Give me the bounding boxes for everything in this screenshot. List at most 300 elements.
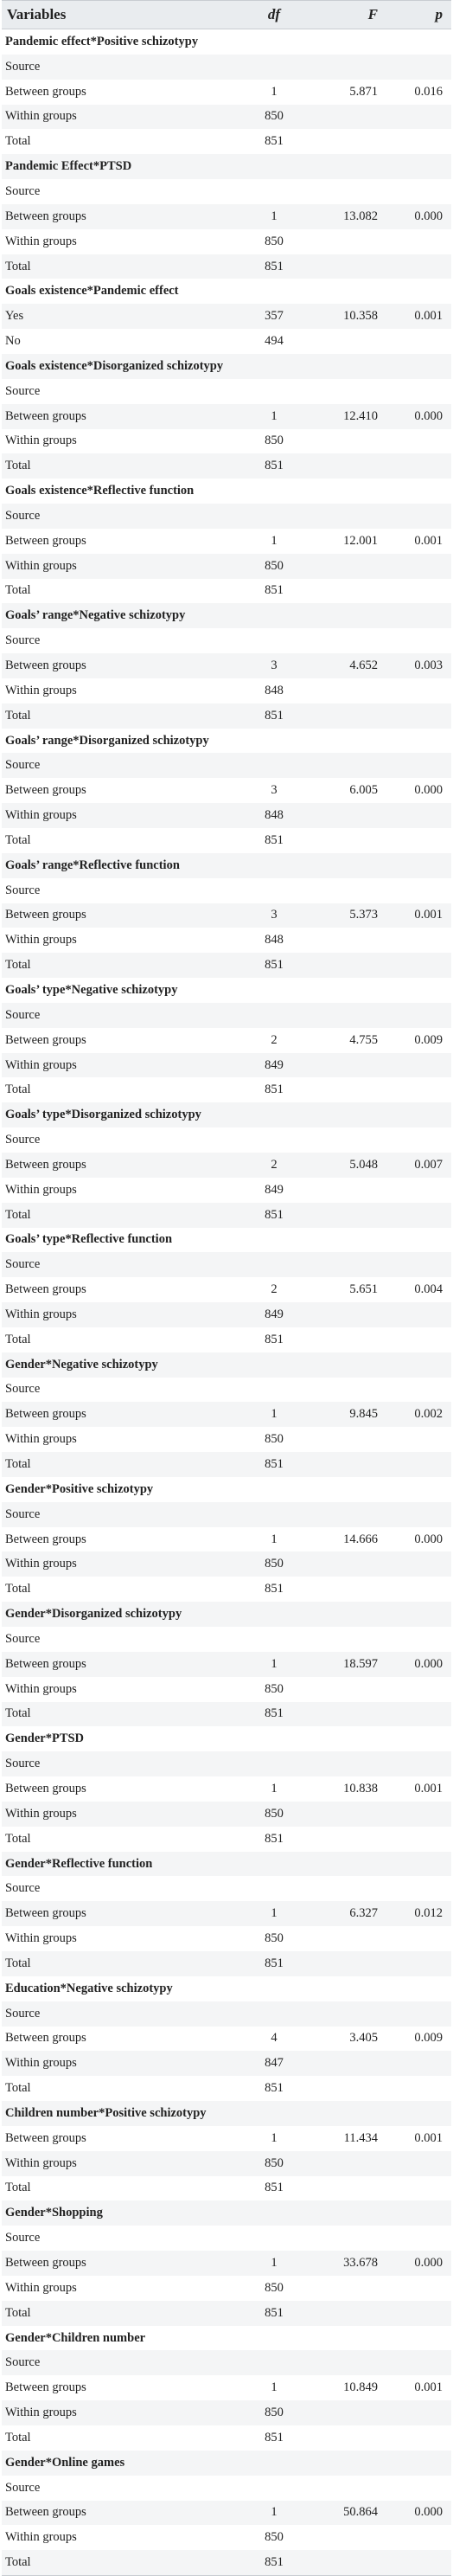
df-cell: 851 [265,1706,284,1721]
p-cell: 0.001 [414,309,443,324]
df-cell: 850 [265,2530,284,2545]
f-cell: 5.871 [349,84,378,99]
row-label: Between groups [5,533,86,548]
df-cell: 850 [265,1432,284,1447]
table-row [2,1077,451,1102]
df-cell: 1 [271,2505,278,2520]
table-row [2,2350,451,2375]
table-row [2,2076,451,2101]
row-label: Within groups [5,1432,77,1447]
f-cell: 4.755 [349,1032,378,1047]
df-cell: 2 [271,1157,278,1172]
group-heading-row [2,479,451,504]
table-row [2,778,451,803]
table-row [2,1378,451,1403]
row-label: Within groups [5,109,77,124]
p-cell: 0.000 [414,1532,443,1546]
table-row [2,803,451,828]
f-cell: 9.845 [349,1407,378,1422]
table-row [2,129,451,154]
row-label: Source [5,383,41,398]
table-row [2,429,451,454]
f-cell: 6.327 [349,1906,378,1921]
group-heading-row [2,2451,451,2476]
table-row [2,2301,451,2326]
table-header [2,0,451,29]
row-label: Total [5,2305,31,2320]
group-title: Gender*Positive schizotypy [5,1481,154,1496]
table-row [2,2176,451,2201]
group-title: Gender*Negative schizotypy [5,1357,158,1372]
df-cell: 1 [271,1532,278,1546]
df-cell: 850 [265,2406,284,2420]
table-row [2,678,451,703]
p-cell: 0.001 [414,2380,443,2395]
p-cell: 0.000 [414,209,443,223]
row-label: Total [5,832,31,847]
table-row [2,55,451,80]
df-cell: 851 [265,958,284,973]
row-label: Within groups [5,1182,77,1197]
p-cell: 0.000 [414,2256,443,2271]
row-label: Source [5,1506,41,1521]
row-label: Between groups [5,209,86,223]
row-label: Total [5,1582,31,1596]
df-cell: 851 [265,2081,284,2096]
df-cell: 848 [265,808,284,823]
table-row [2,1551,451,1577]
df-cell: 2 [271,1282,278,1297]
group-title: Goals’ range*Reflective function [5,858,180,872]
table-row [2,628,451,653]
df-cell: 1 [271,1656,278,1671]
row-label: Between groups [5,2130,86,2145]
table-row [2,828,451,853]
f-cell: 3.405 [349,2031,378,2046]
p-cell: 0.009 [414,2031,443,2046]
row-label: Total [5,134,31,149]
group-heading-row [2,2326,451,2351]
group-heading-row [2,978,451,1003]
table-row [2,1302,451,1327]
table-row [2,653,451,678]
row-label: Total [5,1956,31,1970]
row-label: No [5,334,21,349]
group-heading-row [2,1102,451,1127]
f-cell: 4.652 [349,658,378,673]
df-cell: 1 [271,84,278,99]
row-label: Total [5,708,31,723]
table-row [2,1127,451,1153]
df-cell: 851 [265,1457,284,1472]
df-cell: 849 [265,1057,284,1072]
row-label: Total [5,1831,31,1846]
table-row [2,504,451,529]
df-cell: 848 [265,683,284,697]
table-row [2,1827,451,1852]
f-cell: 6.005 [349,783,378,798]
df-cell: 3 [271,658,278,673]
row-label: Source [5,1881,41,1896]
row-label: Total [5,1207,31,1222]
p-cell: 0.000 [414,1656,443,1671]
group-title: Education*Negative schizotypy [5,1981,173,1995]
row-label: Within groups [5,683,77,697]
df-cell: 850 [265,2155,284,2170]
f-cell: 33.678 [343,2256,378,2271]
table-row [2,1876,451,1901]
p-cell: 0.001 [414,1781,443,1795]
f-cell: 12.410 [343,408,378,423]
df-cell: 1 [271,2256,278,2271]
row-label: Within groups [5,2406,77,2420]
row-label: Source [5,633,41,648]
table-row [2,1627,451,1652]
table-row [2,1252,451,1277]
table-row [2,1527,451,1552]
group-heading-row [2,1976,451,2001]
row-label: Source [5,1631,41,1646]
row-label: Total [5,2081,31,2096]
group-title: Goals’ range*Disorganized schizotypy [5,733,209,748]
df-cell: 850 [265,234,284,248]
row-label: Source [5,1133,41,1147]
df-cell: 1 [271,2380,278,2395]
table-row [2,1652,451,1677]
group-title: Goals existence*Disorganized schizotypy [5,358,224,373]
row-label: Source [5,758,41,773]
group-heading-row [2,154,451,179]
table-row [2,2501,451,2526]
df-cell: 851 [265,2181,284,2195]
df-cell: 851 [265,1082,284,1097]
df-cell: 850 [265,1681,284,1696]
table-row [2,1277,451,1302]
anova-table [2,0,451,2576]
df-cell: 1 [271,1407,278,1422]
df-cell: 851 [265,2305,284,2320]
table-row [2,1053,451,1078]
table-row [2,953,451,978]
f-cell: 10.849 [343,2380,378,2395]
table-row [2,254,451,279]
row-label: Total [5,2430,31,2444]
df-cell: 850 [265,109,284,124]
row-label: Within groups [5,1307,77,1321]
table-row [2,1452,451,1477]
table-row [2,2051,451,2076]
df-cell: 3 [271,908,278,922]
row-label: Total [5,1706,31,1721]
df-cell: 851 [265,583,284,598]
p-cell: 0.007 [414,1157,443,1172]
group-heading-row [2,603,451,628]
df-cell: 1 [271,209,278,223]
table-body [2,29,451,2575]
row-label: Between groups [5,84,86,99]
row-label: Between groups [5,908,86,922]
p-cell: 0.000 [414,2505,443,2520]
f-cell: 50.864 [343,2505,378,2520]
group-title: Gender*Online games [5,2455,125,2470]
group-heading-row [2,1352,451,1378]
table-row [2,179,451,204]
row-label: Total [5,583,31,598]
row-label: Source [5,508,41,523]
row-label: Yes [5,309,24,324]
df-cell: 494 [265,334,284,349]
table-row [2,404,451,429]
group-heading-row [2,1852,451,1877]
header-p: p [435,6,443,22]
row-label: Source [5,1382,41,1397]
p-cell: 0.004 [414,1282,443,1297]
row-label: Source [5,1757,41,1771]
group-heading-row [2,1228,451,1253]
table-row [2,2550,451,2575]
row-label: Within groups [5,1806,77,1821]
table-row [2,579,451,604]
row-label: Within groups [5,234,77,248]
df-cell: 850 [265,434,284,448]
table-row [2,105,451,130]
row-label: Between groups [5,2505,86,2520]
group-title: Children number*Positive schizotypy [5,2105,207,2120]
group-title: Pandemic effect*Positive schizotypy [5,34,199,48]
row-label: Source [5,2231,41,2245]
table-row [2,1776,451,1802]
table-row [2,753,451,778]
table-row [2,2375,451,2400]
header-f: F [367,6,378,22]
group-title: Gender*Disorganized schizotypy [5,1607,182,1622]
row-label: Between groups [5,1032,86,1047]
table-row [2,1153,451,1178]
f-cell: 11.434 [343,2130,378,2145]
table-row [2,329,451,354]
table-row [2,2151,451,2176]
df-cell: 850 [265,1806,284,1821]
df-cell: 851 [265,1831,284,1846]
df-cell: 851 [265,1332,284,1346]
df-cell: 850 [265,1557,284,1571]
p-cell: 0.012 [414,1906,443,1921]
table-row [2,529,451,554]
table-row [2,2276,451,2301]
table-row [2,1203,451,1228]
table-row [2,1028,451,1053]
group-heading-row [2,354,451,379]
table-row [2,2251,451,2276]
f-cell: 5.651 [349,1282,378,1297]
table-row [2,1802,451,1827]
row-label: Source [5,59,41,74]
row-label: Source [5,2006,41,2020]
df-cell: 1 [271,533,278,548]
row-label: Within groups [5,2155,77,2170]
row-label: Between groups [5,2380,86,2395]
table-row [2,2027,451,2052]
group-heading-row [2,29,451,55]
group-heading-row [2,2200,451,2226]
df-cell: 851 [265,1207,284,1222]
p-cell: 0.003 [414,658,443,673]
row-label: Between groups [5,1157,86,1172]
table-row [2,229,451,254]
row-label: Source [5,183,41,198]
df-cell: 851 [265,2555,284,2570]
df-cell: 848 [265,933,284,948]
p-cell: 0.001 [414,908,443,922]
row-label: Between groups [5,1656,86,1671]
group-title: Pandemic Effect*PTSD [5,159,132,174]
table-row [2,1702,451,1727]
row-label: Total [5,1332,31,1346]
p-cell: 0.002 [414,1407,443,1422]
row-label: Within groups [5,1931,77,1946]
group-title: Gender*Shopping [5,2206,103,2220]
table-row [2,928,451,953]
row-label: Total [5,2555,31,2570]
group-title: Gender*Reflective function [5,1856,153,1871]
p-cell: 0.001 [414,533,443,548]
group-heading-row [2,853,451,878]
row-label: Within groups [5,2530,77,2545]
table-row [2,1327,451,1352]
row-label: Total [5,2181,31,2195]
df-cell: 849 [265,1307,284,1321]
row-label: Between groups [5,2256,86,2271]
table-row [2,1951,451,1976]
row-label: Source [5,1257,41,1272]
df-cell: 850 [265,1931,284,1946]
group-title: Goals existence*Pandemic effect [5,284,179,299]
row-label: Within groups [5,808,77,823]
group-heading-row [2,1602,451,1627]
group-heading-row [2,1726,451,1751]
header-df: df [267,6,281,22]
row-label: Between groups [5,1407,86,1422]
df-cell: 851 [265,1582,284,1596]
row-label: Between groups [5,1781,86,1795]
table-row [2,2001,451,2027]
f-cell: 5.048 [349,1157,378,1172]
group-title: Goals existence*Reflective function [5,484,195,498]
group-heading-row [2,1477,451,1502]
f-cell: 10.358 [343,309,378,324]
row-label: Between groups [5,1906,86,1921]
table-row [2,1502,451,1527]
group-title: Gender*Children number [5,2330,146,2345]
df-cell: 1 [271,2130,278,2145]
table-row [2,379,451,404]
p-cell: 0.000 [414,408,443,423]
table-row [2,1926,451,1951]
row-label: Source [5,1007,41,1022]
p-cell: 0.009 [414,1032,443,1047]
table-row [2,1901,451,1926]
table-row [2,903,451,928]
group-heading-row [2,279,451,304]
table-row [2,204,451,229]
df-cell: 357 [265,309,284,324]
df-cell: 851 [265,259,284,273]
row-label: Within groups [5,1557,77,1571]
row-label: Between groups [5,1532,86,1546]
table-row [2,1677,451,1702]
f-cell: 5.373 [349,908,378,922]
table-row [2,304,451,329]
row-label: Within groups [5,1057,77,1072]
row-label: Source [5,2480,41,2495]
df-cell: 851 [265,2430,284,2444]
row-label: Within groups [5,558,77,573]
group-title: Goals’ type*Negative schizotypy [5,982,178,997]
df-cell: 2 [271,1032,278,1047]
table-row [2,453,451,479]
group-title: Goals’ type*Reflective function [5,1232,173,1247]
df-cell: 847 [265,2056,284,2071]
row-label: Total [5,1457,31,1472]
table-row [2,80,451,105]
f-cell: 10.838 [343,1781,378,1795]
table-row [2,554,451,579]
row-label: Within groups [5,434,77,448]
table-row [2,1751,451,1776]
group-title: Goals’ range*Negative schizotypy [5,608,186,623]
p-cell: 0.000 [414,783,443,798]
table-row [2,1003,451,1028]
df-cell: 851 [265,1956,284,1970]
row-label: Source [5,2355,41,2370]
df-cell: 1 [271,1906,278,1921]
f-cell: 18.597 [343,1656,378,1671]
df-cell: 849 [265,1182,284,1197]
row-label: Between groups [5,1282,86,1297]
f-cell: 14.666 [343,1532,378,1546]
df-cell: 851 [265,459,284,473]
df-cell: 851 [265,832,284,847]
df-cell: 1 [271,1781,278,1795]
p-cell: 0.001 [414,2130,443,2145]
df-cell: 851 [265,708,284,723]
row-label: Total [5,958,31,973]
table-row [2,2425,451,2451]
p-cell: 0.016 [414,84,443,99]
df-cell: 850 [265,558,284,573]
row-label: Between groups [5,783,86,798]
table-row [2,2525,451,2550]
table-row [2,1178,451,1203]
row-label: Between groups [5,658,86,673]
df-cell: 851 [265,134,284,149]
group-title: Gender*PTSD [5,1731,85,1746]
table-row [2,2126,451,2151]
df-cell: 3 [271,783,278,798]
header-variables: Variables [7,6,67,22]
table-row [2,2400,451,2425]
table-row [2,703,451,729]
row-label: Within groups [5,2280,77,2295]
group-title: Goals’ type*Disorganized schizotypy [5,1108,201,1122]
df-cell: 850 [265,2280,284,2295]
row-label: Total [5,459,31,473]
df-cell: 1 [271,408,278,423]
row-label: Within groups [5,2056,77,2071]
row-label: Within groups [5,1681,77,1696]
f-cell: 12.001 [343,533,378,548]
group-heading-row [2,729,451,754]
